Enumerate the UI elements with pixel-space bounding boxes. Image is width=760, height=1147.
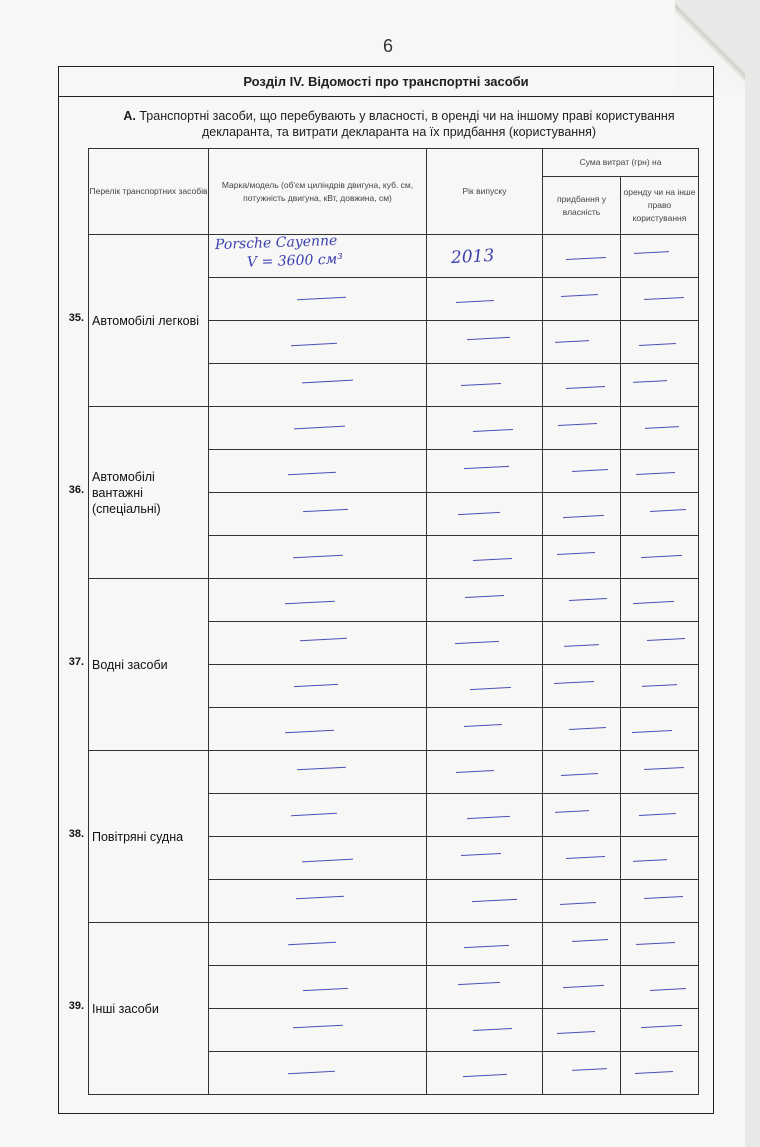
handwritten-dash (472, 899, 517, 902)
subsection-letter: А. (123, 109, 136, 123)
category-name: Інші засоби (92, 1001, 159, 1016)
year-cell (427, 1009, 543, 1052)
handwritten-dash (641, 555, 682, 558)
handwritten-dash (647, 638, 685, 641)
row-number: 36. (68, 484, 84, 496)
purchase-cell (543, 923, 621, 966)
handwritten-dash (285, 601, 335, 605)
year-cell (427, 880, 543, 923)
handwritten-dash (303, 509, 348, 512)
purchase-cell (543, 235, 621, 278)
purchase-cell (543, 665, 621, 708)
year-cell (427, 966, 543, 1009)
model-cell (209, 278, 427, 321)
rent-cell (621, 536, 699, 579)
handwritten-dash (458, 512, 500, 515)
handwritten-dash (461, 853, 501, 856)
handwritten-dash (555, 810, 589, 813)
handwritten-dash (632, 730, 672, 733)
purchase-cell (543, 407, 621, 450)
handwritten-dash (569, 598, 607, 601)
model-cell (209, 407, 427, 450)
purchase-cell (543, 1052, 621, 1095)
rent-cell (621, 880, 699, 923)
handwritten-dash (288, 472, 336, 476)
model-cell (209, 665, 427, 708)
rent-cell (621, 321, 699, 364)
handwritten-dash (563, 515, 604, 518)
handwritten-dash (636, 942, 675, 945)
handwritten-engine-volume: V = 3600 см³ (246, 251, 344, 271)
handwritten-dash (300, 638, 347, 641)
handwritten-dash (297, 297, 346, 301)
handwritten-dash (641, 1025, 682, 1028)
handwritten-dash (557, 552, 595, 555)
purchase-cell (543, 837, 621, 880)
handwritten-dash (455, 641, 499, 644)
model-cell (209, 1052, 427, 1095)
category-name: Автомобілі легкові (92, 313, 200, 328)
page-number: 6 (382, 36, 393, 56)
rent-cell (621, 450, 699, 493)
handwritten-dash (461, 383, 501, 386)
rent-cell (621, 751, 699, 794)
handwritten-dash (297, 767, 346, 771)
rent-cell (621, 493, 699, 536)
table-row (89, 751, 699, 794)
model-cell (209, 232, 427, 278)
handwritten-dash (566, 856, 605, 859)
purchase-cell (543, 794, 621, 837)
handwritten-dash (644, 896, 683, 899)
purchase-cell (543, 751, 621, 794)
year-cell (427, 579, 543, 622)
year-cell (427, 622, 543, 665)
handwritten-dash (288, 942, 336, 946)
handwritten-dash (644, 767, 684, 770)
handwritten-dash (572, 939, 608, 942)
handwritten-dash (636, 472, 675, 475)
handwritten-dash (303, 988, 348, 991)
year-cell (427, 837, 543, 880)
handwritten-dash (464, 724, 502, 727)
handwritten-dash (291, 813, 337, 816)
year-cell (427, 450, 543, 493)
purchase-cell (543, 1009, 621, 1052)
year-cell (427, 364, 543, 407)
handwritten-dash (463, 1074, 507, 1077)
handwritten-dash (470, 687, 511, 690)
table-row (89, 923, 699, 966)
table-row (89, 579, 699, 622)
purchase-cell (543, 536, 621, 579)
handwritten-dash (638, 813, 675, 816)
rent-cell (621, 622, 699, 665)
handwritten-dash (558, 423, 597, 426)
handwritten-dash (650, 509, 686, 512)
purchase-cell (543, 966, 621, 1009)
rent-cell (621, 579, 699, 622)
handwritten-dash (645, 426, 679, 429)
handwritten-dash (302, 859, 353, 863)
subsection-text-line1: Транспортні засоби, що перебувають у власності, в оренді чи на іншому праві користування (139, 109, 675, 123)
subsection-text-line2: декларанта, та витрати декларанта на їх придбання (користування) (201, 125, 597, 139)
table-row (89, 407, 699, 450)
handwritten-year: 2013 (450, 245, 495, 269)
year-cell (427, 665, 543, 708)
handwritten-dash (473, 1028, 512, 1031)
rent-cell (621, 1052, 699, 1095)
rent-cell (621, 837, 699, 880)
handwritten-dash (291, 343, 337, 346)
purchase-cell (543, 278, 621, 321)
handwritten-dash (572, 469, 608, 472)
header-purchase: придбання у власність (543, 177, 621, 235)
handwritten-model: Porsche Cayenne (214, 232, 338, 254)
rent-cell (621, 708, 699, 751)
year-cell (427, 923, 543, 966)
category-name: Повітряні судна (92, 829, 184, 844)
handwritten-dash (293, 555, 343, 559)
model-cell (209, 966, 427, 1009)
handwritten-dash (633, 251, 668, 254)
header-list: Перелік транспортних засобів (89, 149, 209, 235)
rent-cell (621, 966, 699, 1009)
handwritten-dash (294, 426, 345, 430)
model-cell (209, 536, 427, 579)
handwritten-dash (465, 595, 504, 598)
handwritten-dash (568, 727, 605, 730)
rent-cell (621, 923, 699, 966)
model-cell (209, 493, 427, 536)
model-cell (209, 923, 427, 966)
handwritten-dash (467, 816, 510, 819)
handwritten-dash (644, 297, 684, 300)
handwritten-dash (473, 558, 512, 561)
vehicles-table (88, 148, 699, 1095)
purchase-cell (543, 450, 621, 493)
model-cell (209, 622, 427, 665)
model-cell (209, 751, 427, 794)
handwritten-dash (296, 896, 344, 900)
model-cell (209, 708, 427, 751)
model-cell (209, 450, 427, 493)
handwritten-dash (563, 985, 604, 988)
rent-cell (621, 794, 699, 837)
handwritten-dash (650, 988, 686, 991)
year-cell (427, 493, 543, 536)
handwritten-dash (288, 1071, 335, 1074)
handwritten-dash (560, 773, 597, 776)
model-cell (209, 880, 427, 923)
purchase-cell (543, 880, 621, 923)
year-cell (427, 794, 543, 837)
row-number: 37. (68, 656, 84, 668)
category-name: Автомобілі вантажні (спеціальні) (92, 469, 161, 516)
handwritten-dash (458, 982, 500, 985)
model-cell (209, 1009, 427, 1052)
purchase-cell (543, 622, 621, 665)
handwritten-dash (633, 859, 667, 862)
year-cell (427, 751, 543, 794)
handwritten-dash (566, 257, 606, 260)
year-cell (427, 235, 543, 278)
row-number: 38. (68, 828, 84, 840)
category-label (89, 235, 209, 407)
handwritten-dash (294, 684, 338, 687)
handwritten-dash (633, 601, 674, 604)
handwritten-dash (464, 945, 509, 948)
handwritten-dash (464, 466, 509, 469)
handwritten-dash (557, 1031, 595, 1034)
purchase-cell (543, 579, 621, 622)
year-cell (427, 708, 543, 751)
rent-cell (621, 278, 699, 321)
rent-cell (621, 235, 699, 278)
year-cell (427, 278, 543, 321)
handwritten-dash (641, 684, 676, 687)
handwritten-dash (563, 644, 598, 647)
category-label (89, 923, 209, 1095)
model-cell (209, 794, 427, 837)
model-cell (209, 837, 427, 880)
header-rent: оренду чи на інше право користування (621, 177, 699, 235)
handwritten-dash (285, 730, 334, 734)
header-expense: Сума витрат (грн) на (543, 149, 699, 177)
year-cell (427, 321, 543, 364)
model-cell (209, 364, 427, 407)
rent-cell (621, 1009, 699, 1052)
handwritten-dash (635, 1071, 673, 1074)
section-title: Розділ IV. Відомості про транспортні засоби (59, 67, 713, 97)
purchase-cell (543, 493, 621, 536)
rent-cell (621, 364, 699, 407)
year-cell (427, 1052, 543, 1095)
category-name: Водні засоби (92, 657, 168, 672)
handwritten-dash (456, 770, 494, 773)
rent-cell (621, 407, 699, 450)
handwritten-dash (633, 380, 667, 383)
model-cell (209, 321, 427, 364)
category-label (89, 407, 209, 579)
handwritten-dash (456, 300, 494, 303)
handwritten-dash (566, 386, 605, 389)
handwritten-dash (293, 1025, 343, 1029)
subsection-heading (89, 108, 709, 140)
model-cell (209, 579, 427, 622)
table-row (89, 235, 699, 278)
purchase-cell (543, 364, 621, 407)
handwritten-dash (467, 337, 510, 340)
handwritten-dash (638, 343, 675, 346)
handwritten-dash (473, 429, 513, 432)
header-model: Марка/модель (об'єм циліндрів двигуна, куб. см, потужність двигуна, кВт, довжина, см) (209, 149, 427, 235)
year-cell (427, 407, 543, 450)
row-number: 35. (68, 312, 84, 324)
handwritten-dash (560, 294, 597, 297)
purchase-cell (543, 708, 621, 751)
category-label (89, 579, 209, 751)
handwritten-dash (302, 380, 353, 384)
category-label (89, 751, 209, 923)
handwritten-dash (571, 1068, 606, 1071)
rent-cell (621, 665, 699, 708)
year-cell (427, 536, 543, 579)
row-number: 39. (68, 1000, 84, 1012)
header-year: Рік випуску (427, 149, 543, 235)
handwritten-dash (555, 340, 589, 343)
handwritten-dash (560, 902, 596, 905)
handwritten-dash (554, 681, 594, 684)
purchase-cell (543, 321, 621, 364)
